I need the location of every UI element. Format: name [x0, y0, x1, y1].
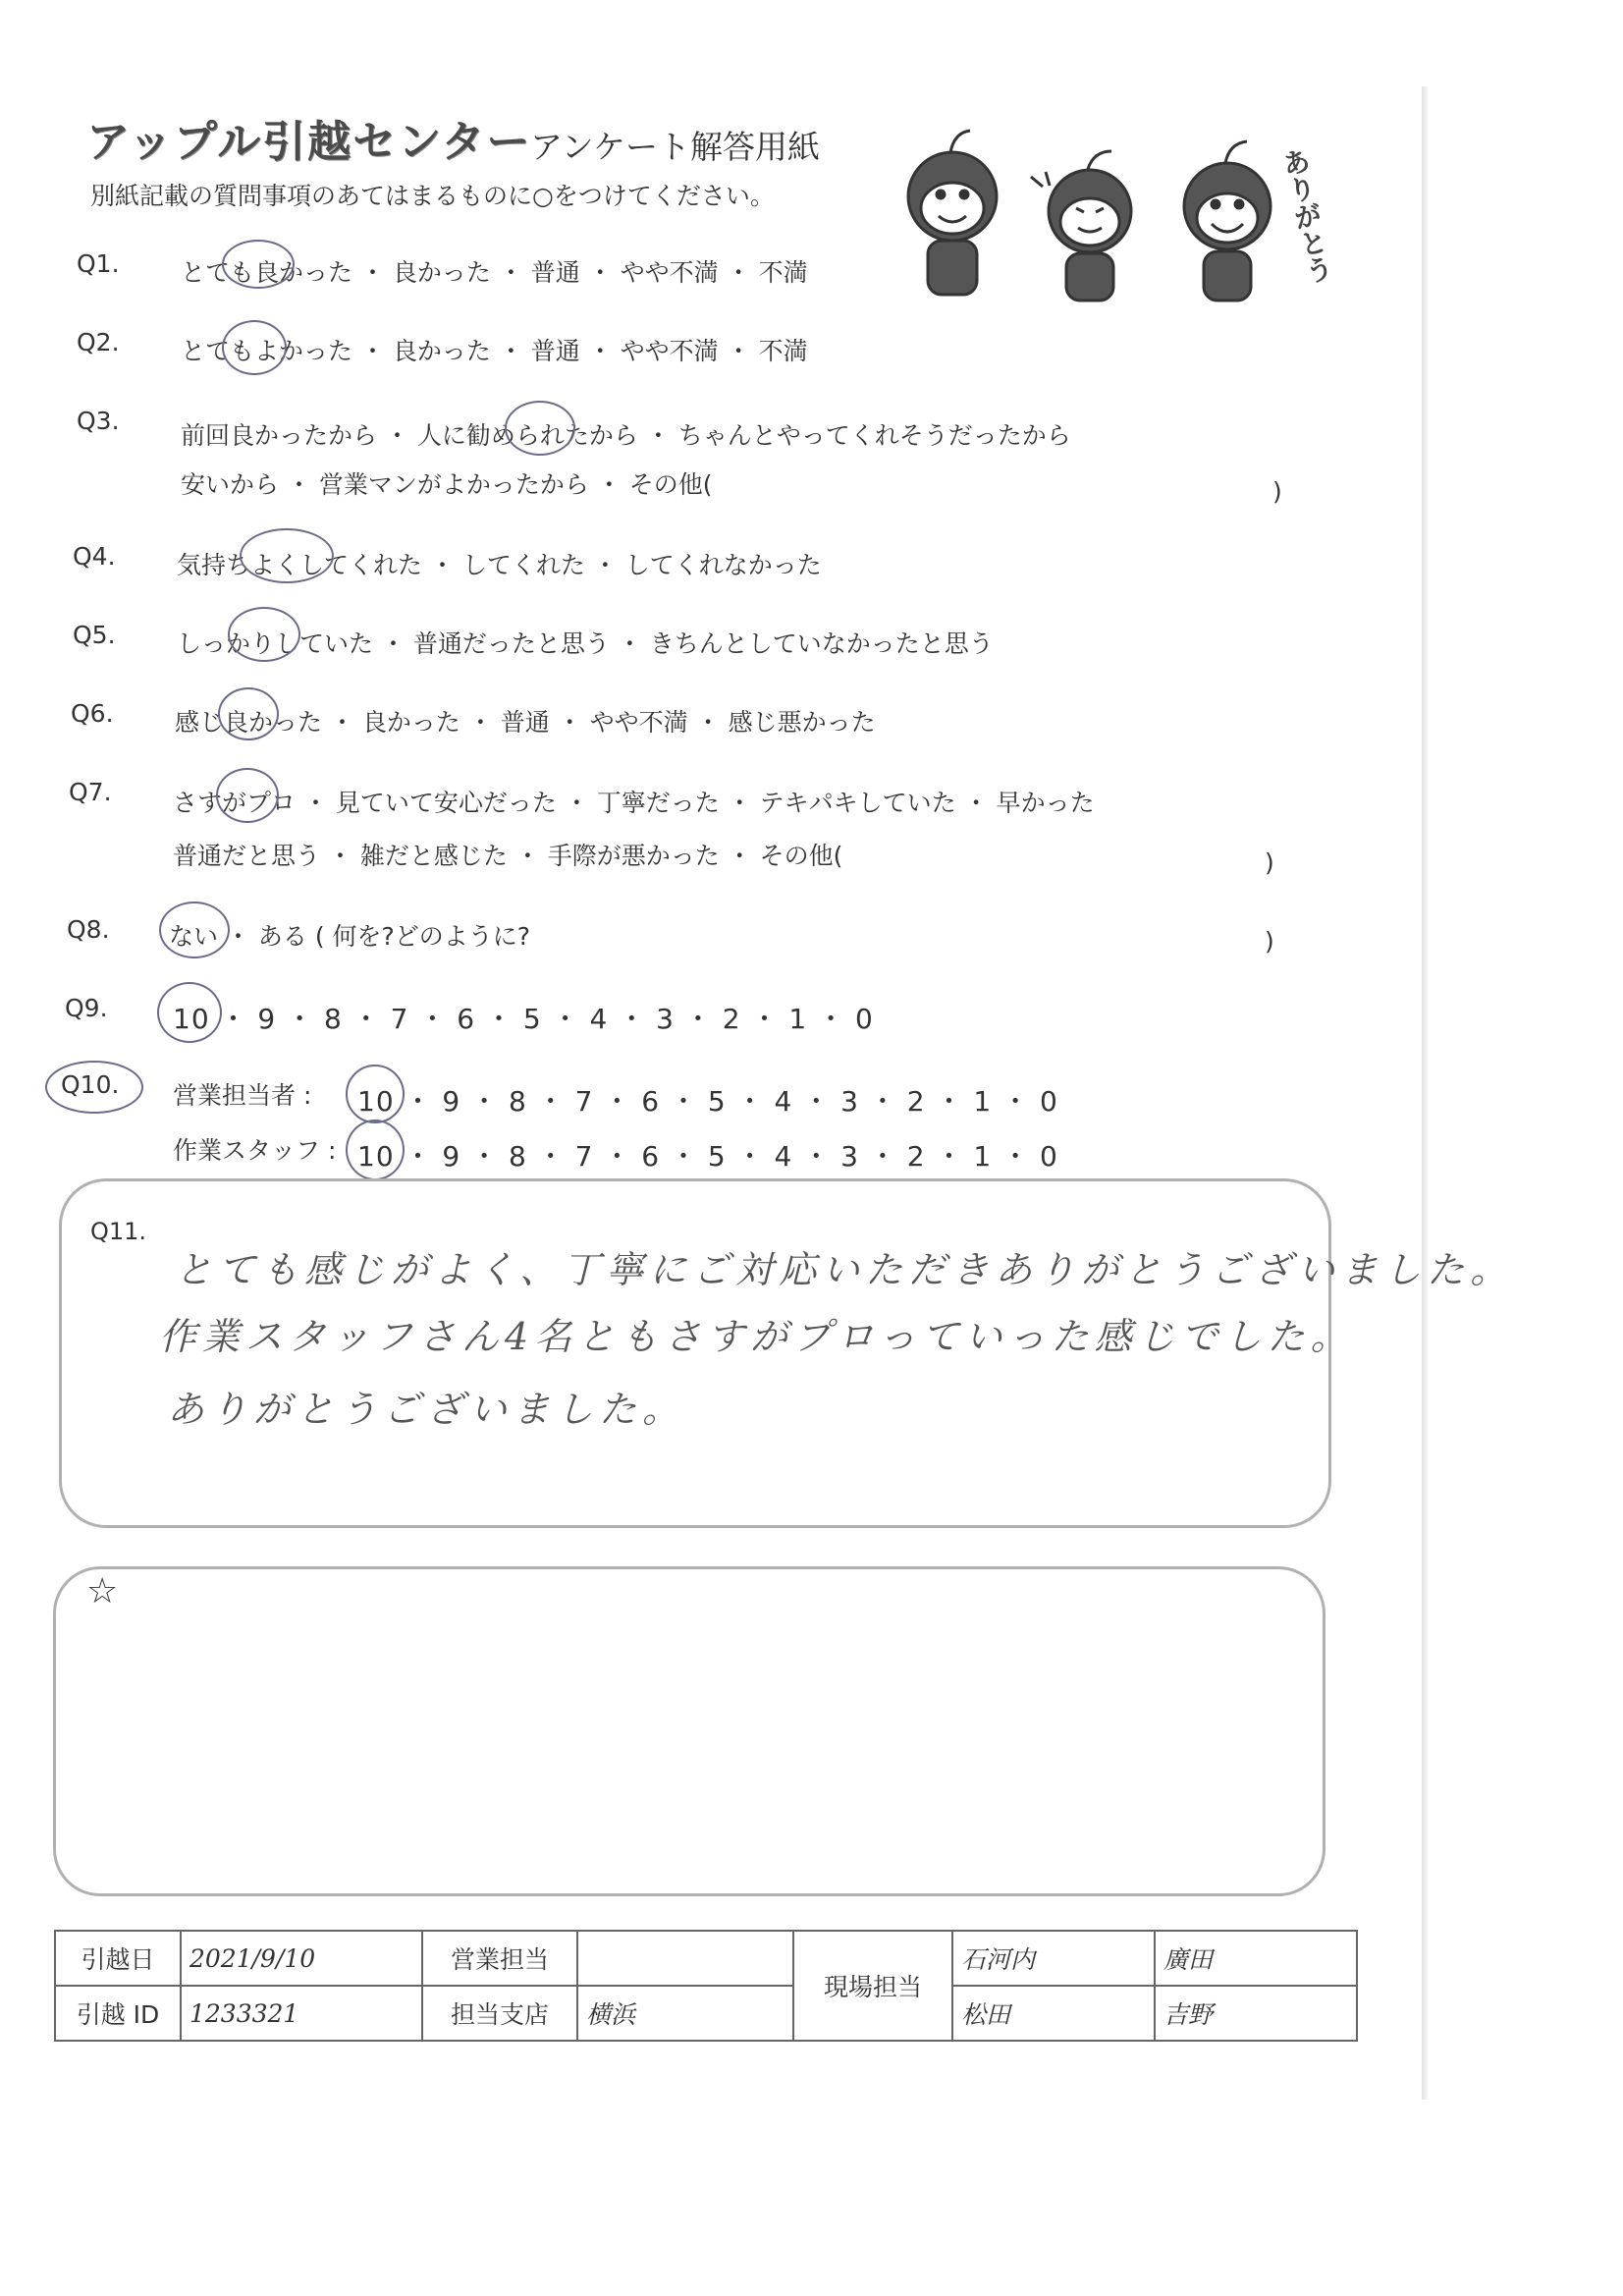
star-comment-box — [53, 1566, 1325, 1896]
q4-options: 気持ちよくしてくれた ・ してくれた ・ してくれなかった — [177, 551, 822, 579]
q9-answer-mark — [157, 982, 222, 1043]
q10-sales-label: 営業担当者 : — [173, 1081, 312, 1110]
q7-label: Q7. — [69, 778, 112, 806]
q5-options: しっかりしていた ・ 普通だったと思う ・ きちんとしていなかったと思う — [177, 629, 994, 658]
q7-paren-close: ) — [1265, 848, 1274, 877]
sales-rep-value — [577, 1931, 793, 1986]
monkey-mascots-icon — [884, 118, 1345, 314]
q1-label: Q1. — [77, 249, 120, 278]
site-staff-4: 吉野 — [1155, 1986, 1357, 2041]
q4-label: Q4. — [73, 542, 116, 571]
instruction-text: 別紙記載の質問事項のあてはまるものに○をつけてください。 — [90, 182, 775, 210]
q9-label: Q9. — [65, 994, 108, 1022]
site-staff-2: 廣田 — [1155, 1931, 1357, 1986]
q10-staff-answer-mark — [346, 1120, 405, 1180]
q8-paren-close: ) — [1265, 927, 1274, 956]
q4-answer-mark — [240, 528, 334, 583]
q10-label: Q10. — [61, 1070, 120, 1099]
q3-options-line1: 前回良かったから ・ 人に勧められたから ・ ちゃんとやってくれそうだったから — [181, 421, 1071, 450]
sales-rep-label: 営業担当 — [422, 1931, 577, 1986]
q10-sales-scale: 10 ・ 9 ・ 8 ・ 7 ・ 6 ・ 5 ・ 4 ・ 3 ・ 2 ・ 1 ・ 0 — [357, 1085, 1058, 1118]
form-title: アンケート解答用紙 — [530, 128, 821, 166]
q11-label: Q11. — [90, 1218, 147, 1245]
q3-label: Q3. — [77, 407, 120, 435]
site-staff-1: 石河内 — [952, 1931, 1155, 1986]
company-title: アップル引越センター — [86, 117, 532, 167]
q5-label: Q5. — [73, 621, 116, 649]
site-staff-label: 現場担当 — [793, 1931, 952, 2041]
site-staff-3: 松田 — [952, 1986, 1155, 2041]
q2-label: Q2. — [77, 328, 120, 356]
move-date-value: 2021/9/10 — [181, 1931, 422, 1986]
q7-options-line1: さすがプロ ・ 見ていて安心だった ・ 丁寧だった ・ テキパキしていた ・ 早かった — [173, 789, 1095, 817]
thanks-text: ありがとう — [1275, 144, 1337, 287]
q6-answer-mark — [218, 687, 279, 740]
sheet-edge — [1422, 86, 1428, 2100]
q10-label-mark — [45, 1061, 143, 1114]
move-date-label: 引越日 — [55, 1931, 181, 1986]
q10-staff-label: 作業スタッフ : — [173, 1136, 337, 1165]
q9-scale: 10 ・ 9 ・ 8 ・ 7 ・ 6 ・ 5 ・ 4 ・ 3 ・ 2 ・ 1 ・ 0 — [173, 1003, 874, 1035]
q10-sales-answer-mark — [346, 1065, 405, 1123]
q6-label: Q6. — [71, 699, 114, 728]
q1-answer-mark — [222, 240, 295, 289]
branch-label: 担当支店 — [422, 1986, 577, 2041]
move-id-value: 1233321 — [181, 1986, 422, 2041]
q11-answer-line1: とても感じがよく、丁寧にご対応いただきありがとうございました。 — [175, 1248, 1514, 1291]
q6-options: 感じ良かった ・ 良かった ・ 普通 ・ やや不満 ・ 感じ悪かった — [175, 708, 876, 737]
q11-answer-line2: 作業スタッフさん4名ともさすがプロっていった感じでした。 — [159, 1315, 1354, 1358]
q1-options: とても良かった ・ 良かった ・ 普通 ・ やや不満 ・ 不満 — [181, 258, 808, 287]
move-id-label: 引越 ID — [55, 1986, 181, 2041]
q8-options: ない ・ ある ( 何を?どのように? — [169, 922, 531, 951]
star-icon: ☆ — [86, 1571, 119, 1612]
q2-options: とてもよかった ・ 良かった ・ 普通 ・ やや不満 ・ 不満 — [181, 337, 808, 365]
mascot-illustration — [884, 118, 1345, 314]
footer-table — [54, 1930, 1358, 2042]
q8-answer-mark — [159, 902, 230, 958]
q8-label: Q8. — [67, 915, 110, 944]
q5-answer-mark — [228, 607, 300, 662]
q2-answer-mark — [222, 320, 287, 375]
q3-answer-mark — [505, 401, 575, 456]
branch-value: 横浜 — [577, 1986, 793, 2041]
q7-options-line2: 普通だと思う ・ 雑だと感じた ・ 手際が悪かった ・ その他( — [173, 842, 843, 870]
q11-answer-line3: ありがとうございました。 — [167, 1388, 686, 1431]
q10-staff-scale: 10 ・ 9 ・ 8 ・ 7 ・ 6 ・ 5 ・ 4 ・ 3 ・ 2 ・ 1 ・ 0 — [357, 1140, 1058, 1173]
q7-answer-mark — [216, 768, 279, 823]
q3-options-line2: 安いから ・ 営業マンがよかったから ・ その他( — [181, 470, 713, 499]
q3-paren-close: ) — [1272, 477, 1282, 506]
